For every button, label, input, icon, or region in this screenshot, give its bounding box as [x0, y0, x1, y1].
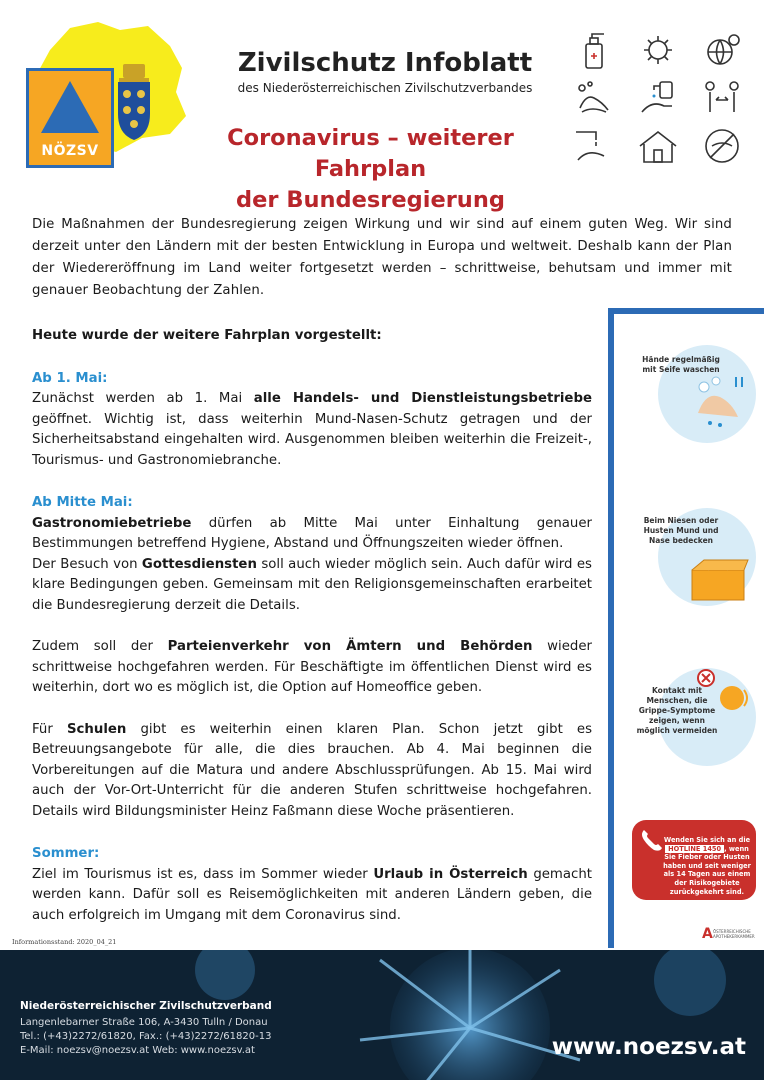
- hotline-text: Wenden Sie sich an die HOTLINE 1450 , wenn Sie Fieber oder Husten haben und seit weniger als 14 Tagen aus einem der Risikogebiete zurückgekehrt sind.: [663, 836, 751, 896]
- stay-home-icon: [636, 126, 680, 166]
- apothecary-a-icon: A: [702, 926, 713, 942]
- logo-area: [20, 20, 190, 170]
- hand-washing-icon: [572, 78, 616, 118]
- tip-wash-hands-text: Hände regelmäßig mit Seife waschen: [642, 355, 720, 374]
- tip-avoid-contact: [638, 668, 756, 786]
- faucet-washing-icon: [572, 126, 616, 166]
- tip-avoid-contact-text: Kontakt mit Menschen, die Grippe-Symptome zeigen, wenn möglich vermeiden: [636, 686, 718, 735]
- virus-icon: [636, 30, 680, 70]
- page-title: Zivilschutz Infoblatt: [237, 48, 533, 78]
- intro-paragraph: Die Maßnahmen der Bundesregierung zeigen Wirkung und wir sind auf einem guten Weg. Wir sind derzeit unter den Ländern mit der besten Entwicklung in Europa und weltweit. Deshalb kann der Plan der Wiedereröffnung im Land weiter fortgesetzt werden – schrittweise, behutsam und immer mit genauer Beobachtung der Zahlen.: [32, 217, 732, 298]
- hand-washing-icon: [690, 373, 750, 429]
- footer-email[interactable]: E-Mail: noezsv@noezsv.at Web: www.noezsv.at: [20, 1045, 255, 1056]
- paragraph-church-services: Der Besuch von Gottesdiensten soll auch wieder möglich sein. Auch dafür wird es klare Bedingungen geben. Gemeinsam mit den Religionsgemeinschaften erarbeitet die Bundesregierung derzeit die Details.: [32, 556, 592, 613]
- section-heading-summer: Sommer:: [32, 846, 100, 861]
- headline-line-1: Coronavirus – weiterer Fahrplan: [227, 125, 514, 182]
- civil-protection-triangle-icon: [39, 79, 101, 135]
- social-distance-icon: [700, 78, 744, 118]
- tip-cover-cough: [638, 508, 756, 626]
- footer: [0, 950, 764, 1080]
- coat-of-arms-icon: [115, 64, 153, 142]
- section-heading-may-1: Ab 1. Mai:: [32, 370, 108, 386]
- apothekerkammer-text: ÖSTERREICHISCHE APOTHEKERKAMMER: [713, 929, 755, 939]
- paragraph-may-1: Zunächst werden ab 1. Mai alle Handels- und Dienstleistungsbetriebe geöffnet. Wichtig ist, dass weiterhin Mund-Nasen-Schutz getragen und der Sicherheitsabstand eingehalten wird. Ausgenommen bleiben weiterhin die Freizeit-, Tourismus- und Gastronomiebranche.: [32, 391, 592, 468]
- soap-dispenser-icon: [636, 78, 680, 118]
- paragraph-schools: Für Schulen gibt es weiterhin einen klaren Plan. Schon jetzt gibt es Betreuungsangebote für alle, die dies brauchen. Ab 4. Mai beginnen die Vorbereitungen auf die Matura und andere Abschlussprüfungen. Ab 15. Mai wird auch der Vor-Ort-Unterricht für die anderen Stufen schrittweise hochgefahren. Details wird Bildungsminister Heinz Faßmann diese Woche präsentieren.: [32, 721, 593, 819]
- footer-phone: Tel.: (+43)2272/61820, Fax.: (+43)2272/61820-13: [20, 1031, 272, 1042]
- globe-virus-icon: [700, 30, 744, 70]
- tissue-box-icon: [686, 548, 750, 604]
- paragraph-summer: Ziel im Tourismus ist es, dass im Sommer wieder Urlaub in Österreich gemacht werden kann. Dafür soll es Reisemöglichkeiten mit anderen Ländern geben, die auch erfolgreich im Umgang mit dem Coronavirus sind.: [32, 866, 592, 923]
- disinfectant-bottle-icon: [572, 30, 616, 70]
- footer-website-link[interactable]: www.noezsv.at: [551, 1034, 746, 1060]
- info-date: Informationsstand: 2020_04_21: [12, 938, 117, 946]
- main-content: [32, 326, 592, 926]
- noezsv-logo: [26, 68, 114, 168]
- headline-line-2: der Bundesregierung: [236, 187, 505, 213]
- page-subtitle: des Niederösterreichischen Zivilschutzverbandes: [237, 81, 533, 95]
- hotline-number: HOTLINE 1450: [665, 845, 724, 854]
- headline: [168, 123, 573, 216]
- tip-cover-cough-text: Beim Niesen oder Husten Mund und Nase bedecken: [643, 516, 719, 545]
- coronavirus-background-icon: [0, 950, 764, 1080]
- hotline-box: [632, 820, 756, 900]
- footer-address: Langenlebarner Straße 106, A-3430 Tulln / Donau: [20, 1017, 268, 1028]
- paragraph-gastronomy: Gastronomiebetriebe dürfen ab Mitte Mai unter Einhaltung genauer Bestimmungen betreffend Hygiene, Abstand und Öffnungszeiten wieder öffnen.: [32, 515, 592, 551]
- tip-wash-hands: [638, 345, 756, 463]
- footer-organization: Niederösterreichischer Zivilschutzverband: [20, 1000, 272, 1012]
- apothekerkammer-logo: [702, 928, 762, 944]
- lead-heading: Heute wurde der weitere Fahrplan vorgestellt:: [32, 328, 382, 343]
- logo-text: NÖZSV: [41, 143, 99, 159]
- section-heading-mid-may: Ab Mitte Mai:: [32, 495, 133, 510]
- hygiene-icon-grid: [572, 30, 752, 170]
- no-handshake-icon: [700, 126, 744, 166]
- paragraph-public-offices: Zudem soll der Parteienverkehr von Ämtern und Behörden wieder schrittweise hochgefahren werden. Für Beschäftigte im öffentlichen Dienst wird es weiterhin, dort wo es möglich ist, die Option auf Homeoffice geben.: [32, 639, 592, 695]
